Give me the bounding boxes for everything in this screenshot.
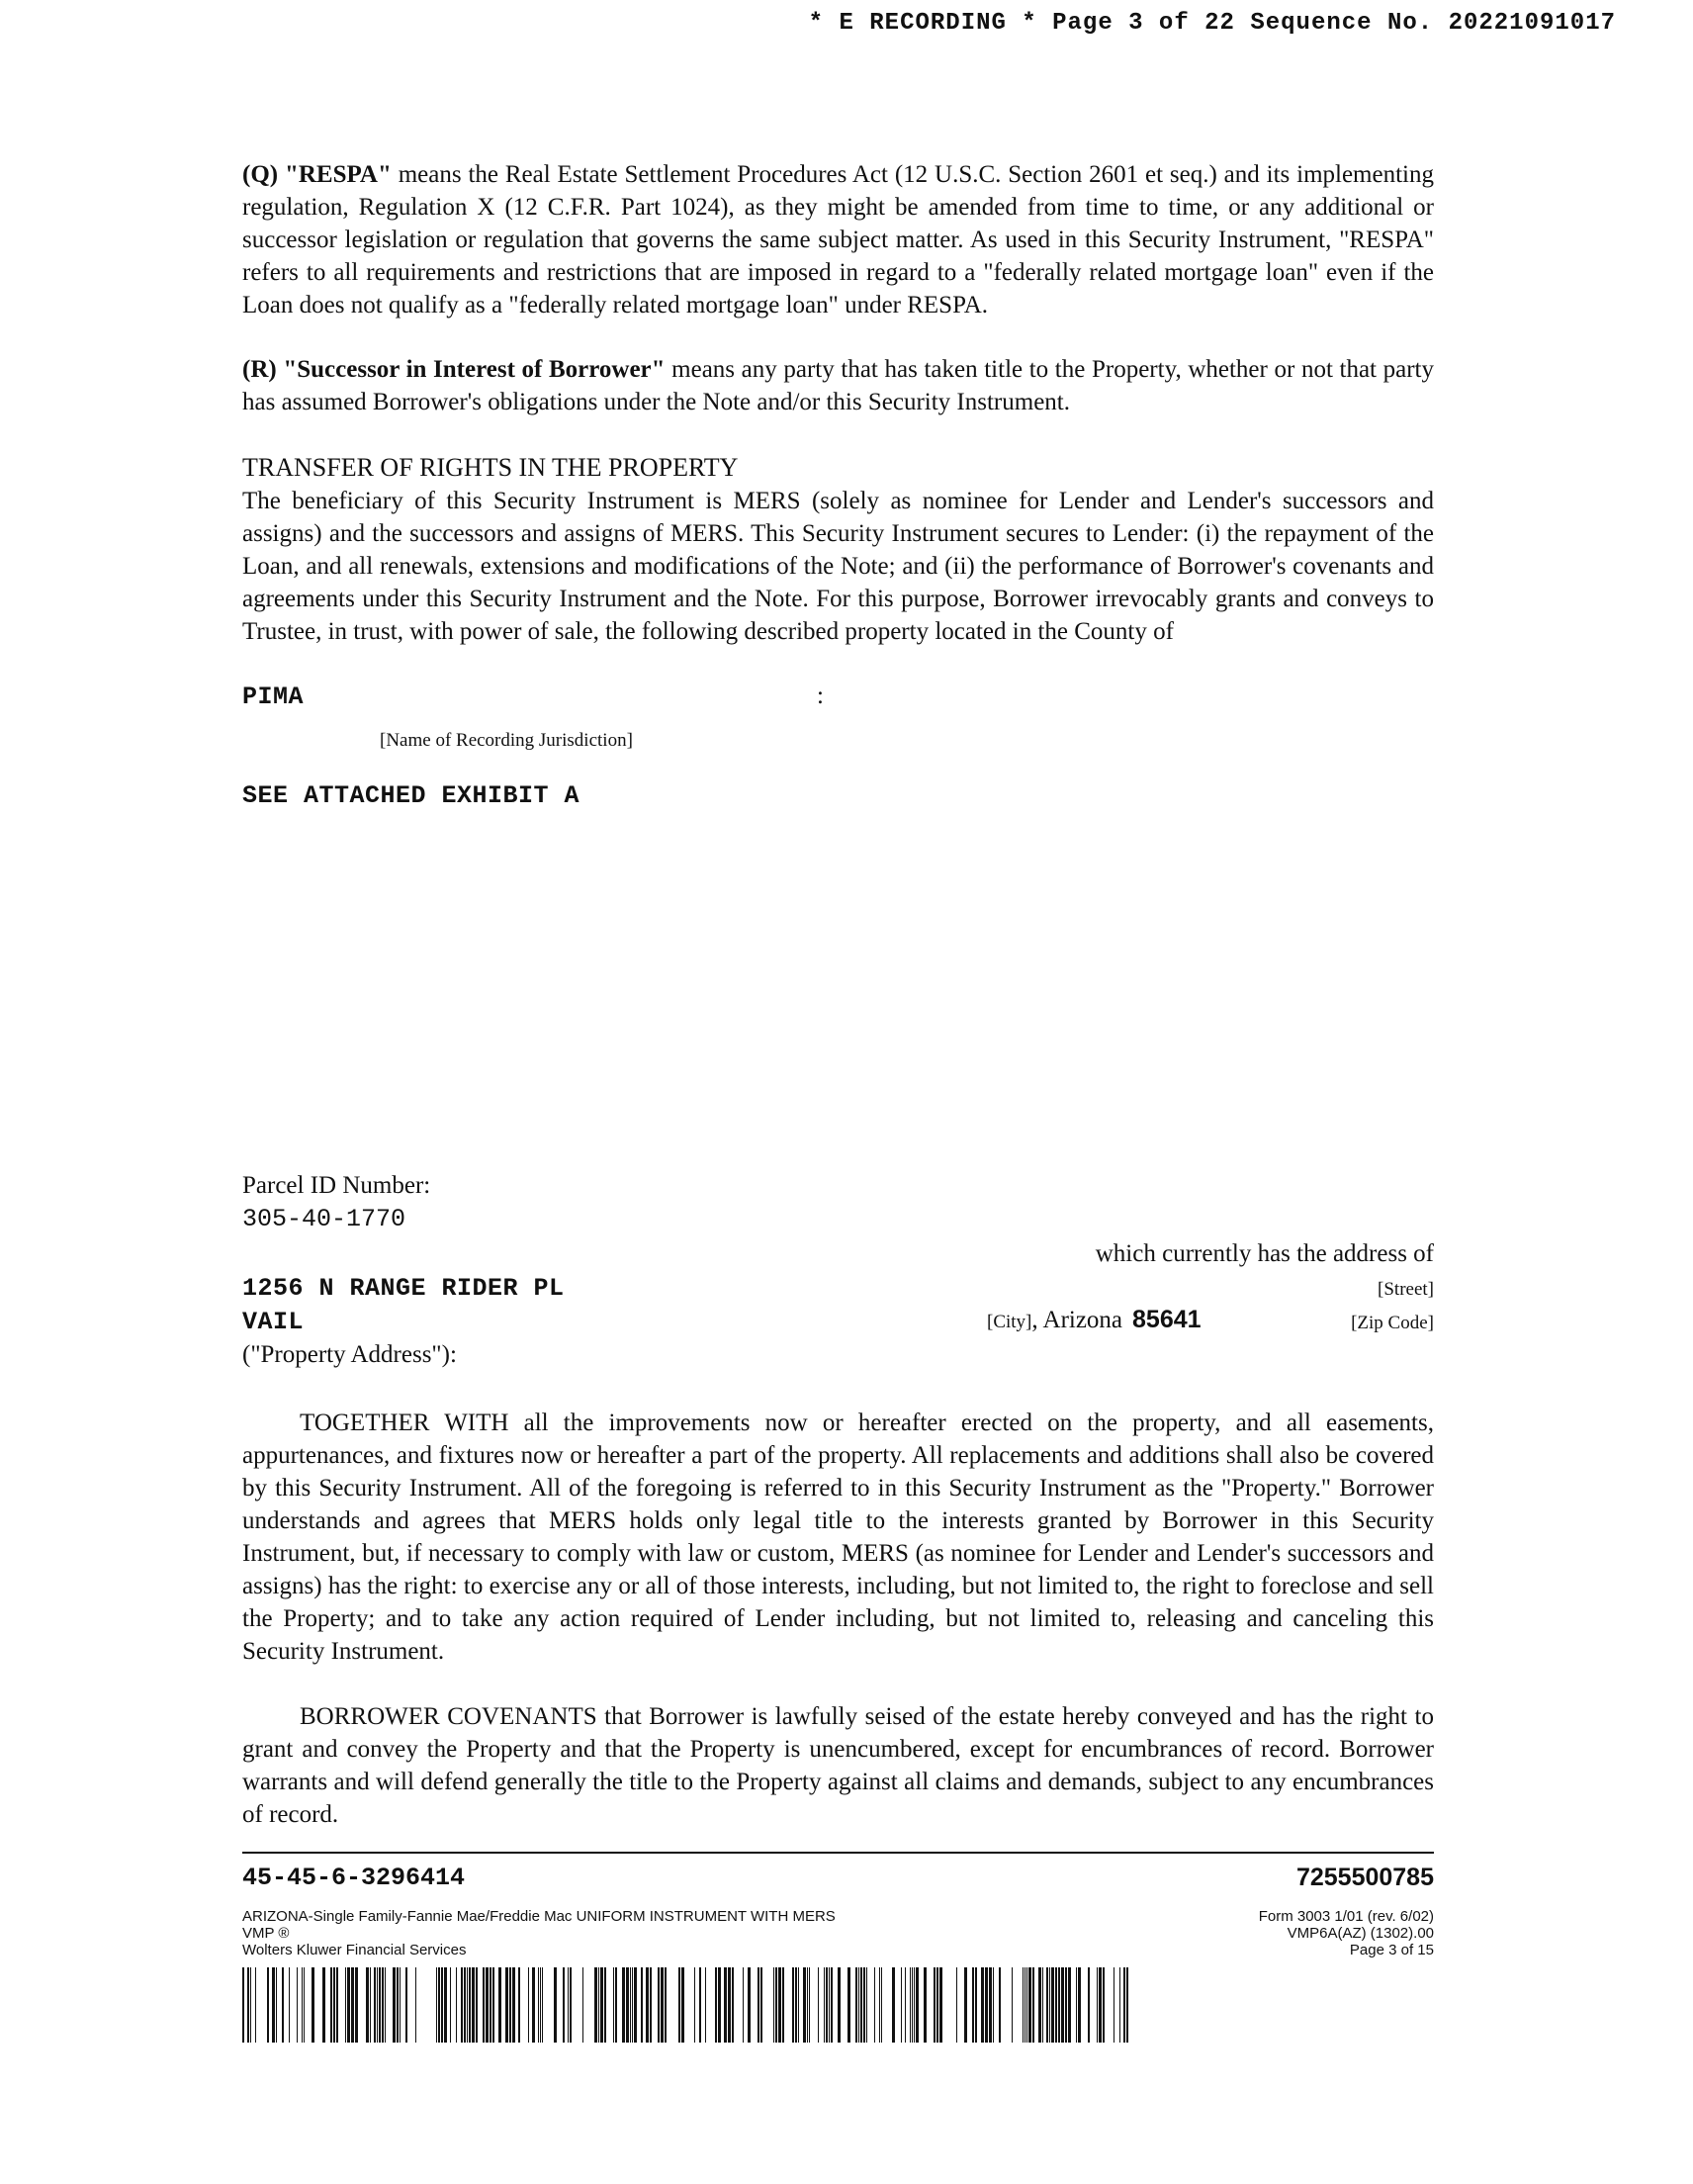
property-address-label: ("Property Address"): [242,1341,457,1368]
parcel-id-label: Parcel ID Number: [242,1172,431,1199]
form-title: ARIZONA-Single Family-Fannie Mae/Freddie Mac UNIFORM INSTRUMENT WITH MERS [242,1908,836,1925]
loan-number-left: 45-45-6-3296414 [242,1864,466,1892]
zip-code-label: [Zip Code] [1351,1313,1434,1333]
definition-r-text: means any party that has taken title to the Property, whether or not that party has assumed Borrower's obligations under the Note and/or this Security Instrument. [242,356,1435,415]
vmp-mark: VMP ® [242,1925,290,1942]
definition-q-text: means the Real Estate Settlement Procedures Act (12 U.S.C. Section 2601 et seq.) and its implementing regulation, Regulation X (12 C.F.R. Part 1024), as they might be amended from time to time, or any additional or successor legislation or regulation that governs the same subject matter. As used in this Security Instrument, "RESPA" refers to all requirements and restrictions that are imposed in regard to a "federally related mortgage loan" even if the Loan does not qualify as a "federally related mortgage loan" under RESPA. [242,161,1434,318]
barcode-image [242,1967,1132,2043]
covenants-paragraph: BORROWER COVENANTS that Borrower is lawfully seised of the estate hereby conveyed and has the right to grant and convey the Property and that the Property is unencumbered, except for encumbrances of record. Borrower warrants and will defend generally the title to the Property against all claims and demands, subject to any encumbrances of record. [242,1703,1434,1828]
form-number: Form 3003 1/01 (rev. 6/02) [1258,1908,1434,1925]
city-name: VAIL [242,1308,305,1336]
loan-number-right: 7255500785 [1295,1864,1434,1891]
jurisdiction-label: [Name of Recording Jurisdiction] [380,730,633,751]
publisher-name: Wolters Kluwer Financial Services [242,1942,467,1958]
street-address: 1256 N RANGE RIDER PL [242,1274,565,1303]
zip-code: 85641 [1132,1306,1202,1333]
city-state-zip [987,1306,1202,1334]
transfer-paragraph: The beneficiary of this Security Instrument is MERS (solely as nominee for Lender and Lender's successors and assigns) and the successors and assigns of MERS. This Security Instrument secures to Lender: (i) the repayment of the Loan, and all renewals, extensions and modifications of the Note; and (ii) the performance of Borrower's covenants and agreements under this Security Instrument and the Note. For this purpose, Borrower irrevocably grants and conveys to Trustee, in trust, with power of sale, the following described property located in the County of [242,488,1434,645]
definition-r [242,353,1434,418]
exhibit-reference: SEE ATTACHED EXHIBIT A [242,781,580,810]
transfer-title: TRANSFER OF RIGHTS IN THE PROPERTY [242,453,739,482]
definition-q-term: "RESPA" [284,161,392,188]
street-label: [Street] [1378,1279,1434,1300]
definition-r-label: (R) [242,356,277,383]
county-colon: : [817,682,824,709]
county-name: PIMA [242,682,305,711]
together-paragraph: TOGETHER WITH all the improvements now or hereafter erected on the property, and all easements, appurtenances, and fixtures now or hereafter a part of the property. All replacements and additions shall also be covered by this Security Instrument. All of the foregoing is referred to in this Security Instrument as the "Property." Borrower understands and agrees that MERS holds only legal title to the interests granted by Borrower in this Security Instrument, but, if necessary to comply with law or custom, MERS (as nominee for Lender and Lender's successors and assigns) has the right: to exercise any or all of those interests, including, but not limited to, the right to foreclose and sell the Property; and to take any action required of Lender including, but not limited to, releasing and canceling this Security Instrument. [242,1410,1434,1665]
state-name: , Arizona [1031,1307,1123,1333]
footer-rule [242,1852,1434,1854]
definition-q [242,158,1434,321]
definition-q-label: (Q) [242,161,279,188]
city-label: [City] [987,1312,1032,1332]
page-number: Page 3 of 15 [1349,1942,1434,1958]
parcel-id-number: 305-40-1770 [242,1205,406,1233]
recording-header: * E RECORDING * Page 3 of 22 Sequence No. 20221091017 [808,10,1616,37]
address-lead: which currently has the address of [1095,1240,1434,1267]
vmp-code: VMP6A(AZ) (1302).00 [1287,1925,1434,1942]
definition-r-term: "Successor in Interest of Borrower" [283,356,666,383]
